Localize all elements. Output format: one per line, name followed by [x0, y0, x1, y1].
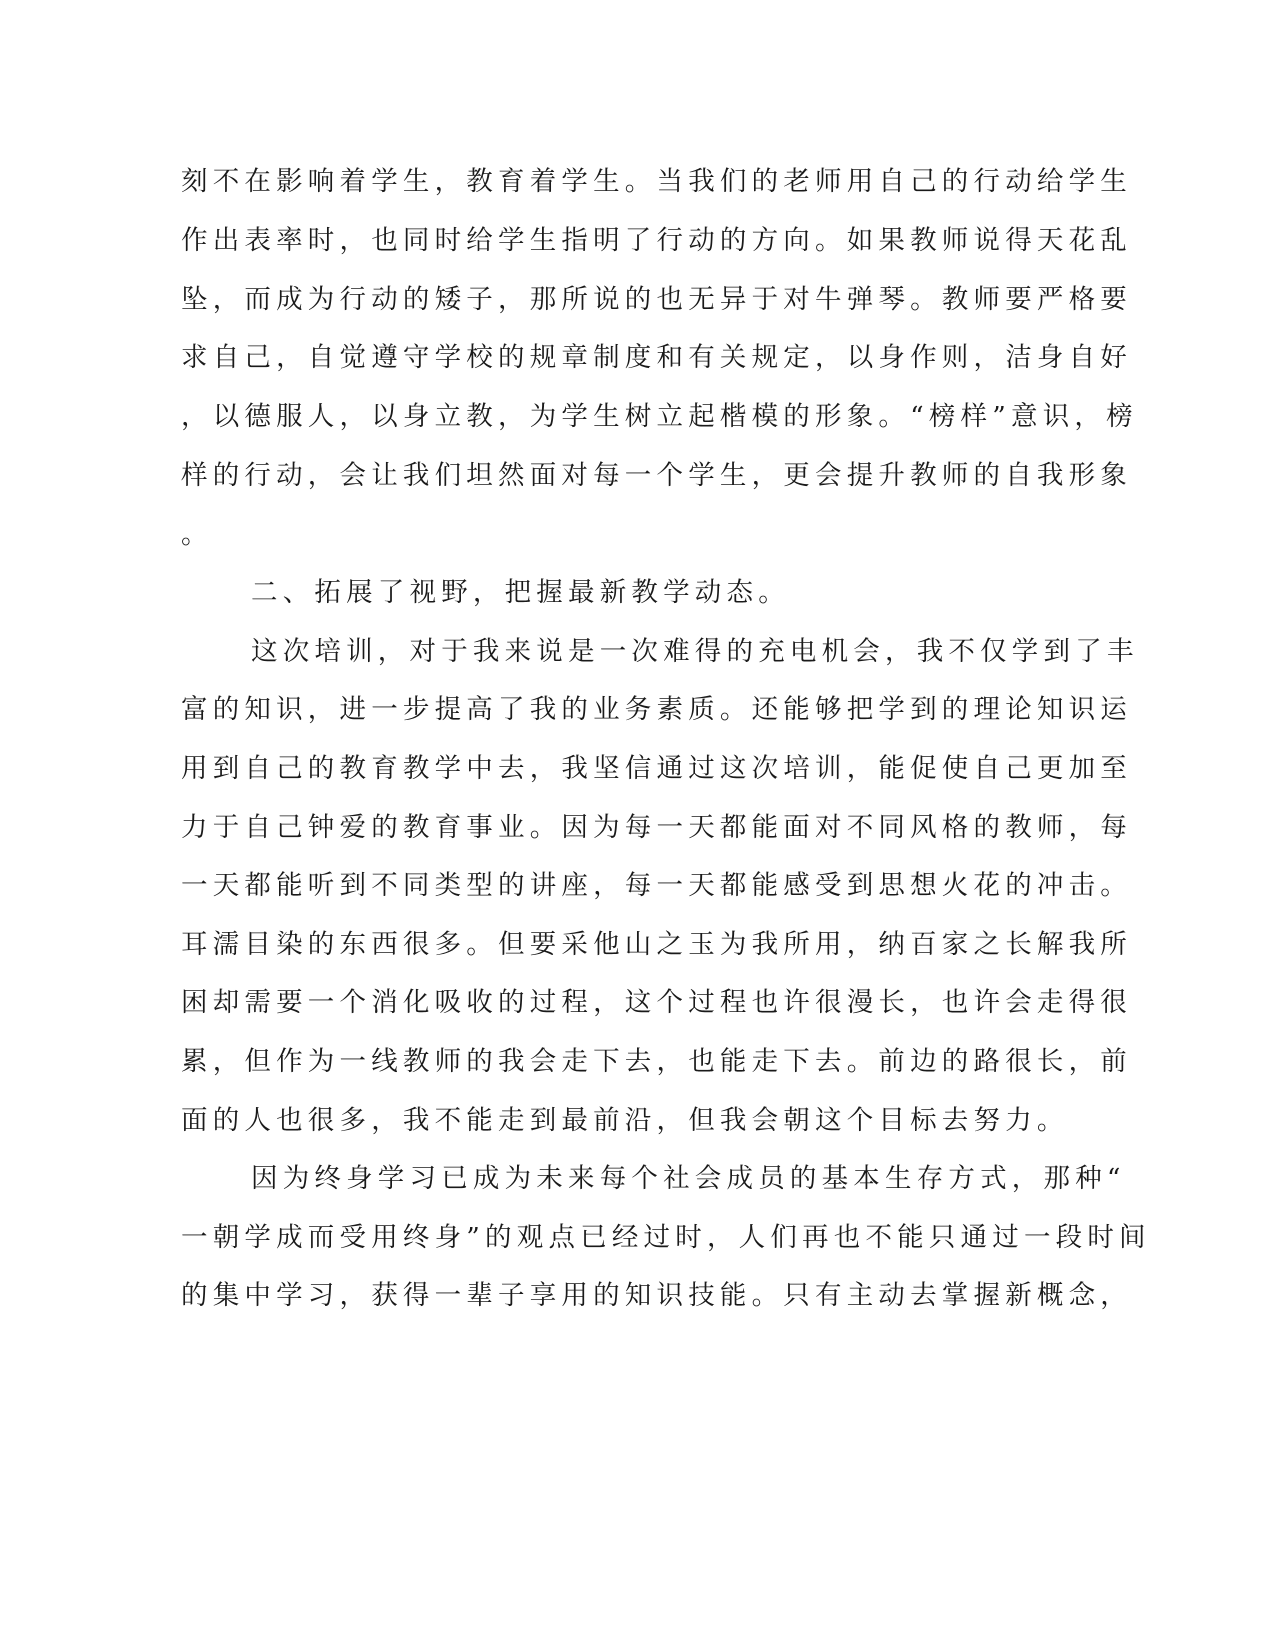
paragraph-first-line: 因为终身学习已成为未来每个社会成员的基本生存方式，那种“ [251, 1163, 1126, 1194]
text-line: 刻不在影响着学生，教育着学生。当我们的老师用自己的行动给学生 [181, 166, 1132, 197]
text-line: 的集中学习，获得一辈子享用的知识技能。只有主动去掌握新概念， [181, 1280, 1132, 1311]
text-line: 。 [181, 519, 213, 550]
text-line: 富的知识，进一步提高了我的业务素质。还能够把学到的理论知识运 [181, 694, 1132, 725]
text-line: 作出表率时，也同时给学生指明了行动的方向。如果教师说得天花乱 [181, 225, 1132, 256]
text-line: ，以德服人，以身立教，为学生树立起楷模的形象。“榜样”意识，榜 [181, 401, 1138, 432]
text-line: 耳濡目染的东西很多。但要采他山之玉为我所用，纳百家之长解我所 [181, 929, 1132, 960]
text-line: 一朝学成而受用终身”的观点已经过时，人们再也不能只通过一段时间 [181, 1222, 1151, 1253]
paragraph-first-line: 这次培训，对于我来说是一次难得的充电机会，我不仅学到了丰 [251, 636, 1139, 667]
section-heading: 二、拓展了视野，把握最新教学动态。 [251, 577, 790, 608]
text-line: 样的行动，会让我们坦然面对每一个学生，更会提升教师的自我形象 [181, 460, 1132, 491]
text-line: 累，但作为一线教师的我会走下去，也能走下去。前边的路很长，前 [181, 1046, 1132, 1077]
text-line: 坠，而成为行动的矮子，那所说的也无异于对牛弹琴。教师要严格要 [181, 284, 1132, 315]
text-line: 面的人也很多，我不能走到最前沿，但我会朝这个目标去努力。 [181, 1105, 1069, 1136]
text-line: 一天都能听到不同类型的讲座，每一天都能感受到思想火花的冲击。 [181, 870, 1132, 901]
text-line: 求自己，自觉遵守学校的规章制度和有关规定，以身作则，洁身自好 [181, 342, 1132, 373]
text-line: 困却需要一个消化吸收的过程，这个过程也许很漫长，也许会走得很 [181, 987, 1132, 1018]
text-line: 用到自己的教育教学中去，我坚信通过这次培训，能促使自己更加至 [181, 753, 1132, 784]
text-line: 力于自己钟爱的教育事业。因为每一天都能面对不同风格的教师，每 [181, 812, 1132, 843]
